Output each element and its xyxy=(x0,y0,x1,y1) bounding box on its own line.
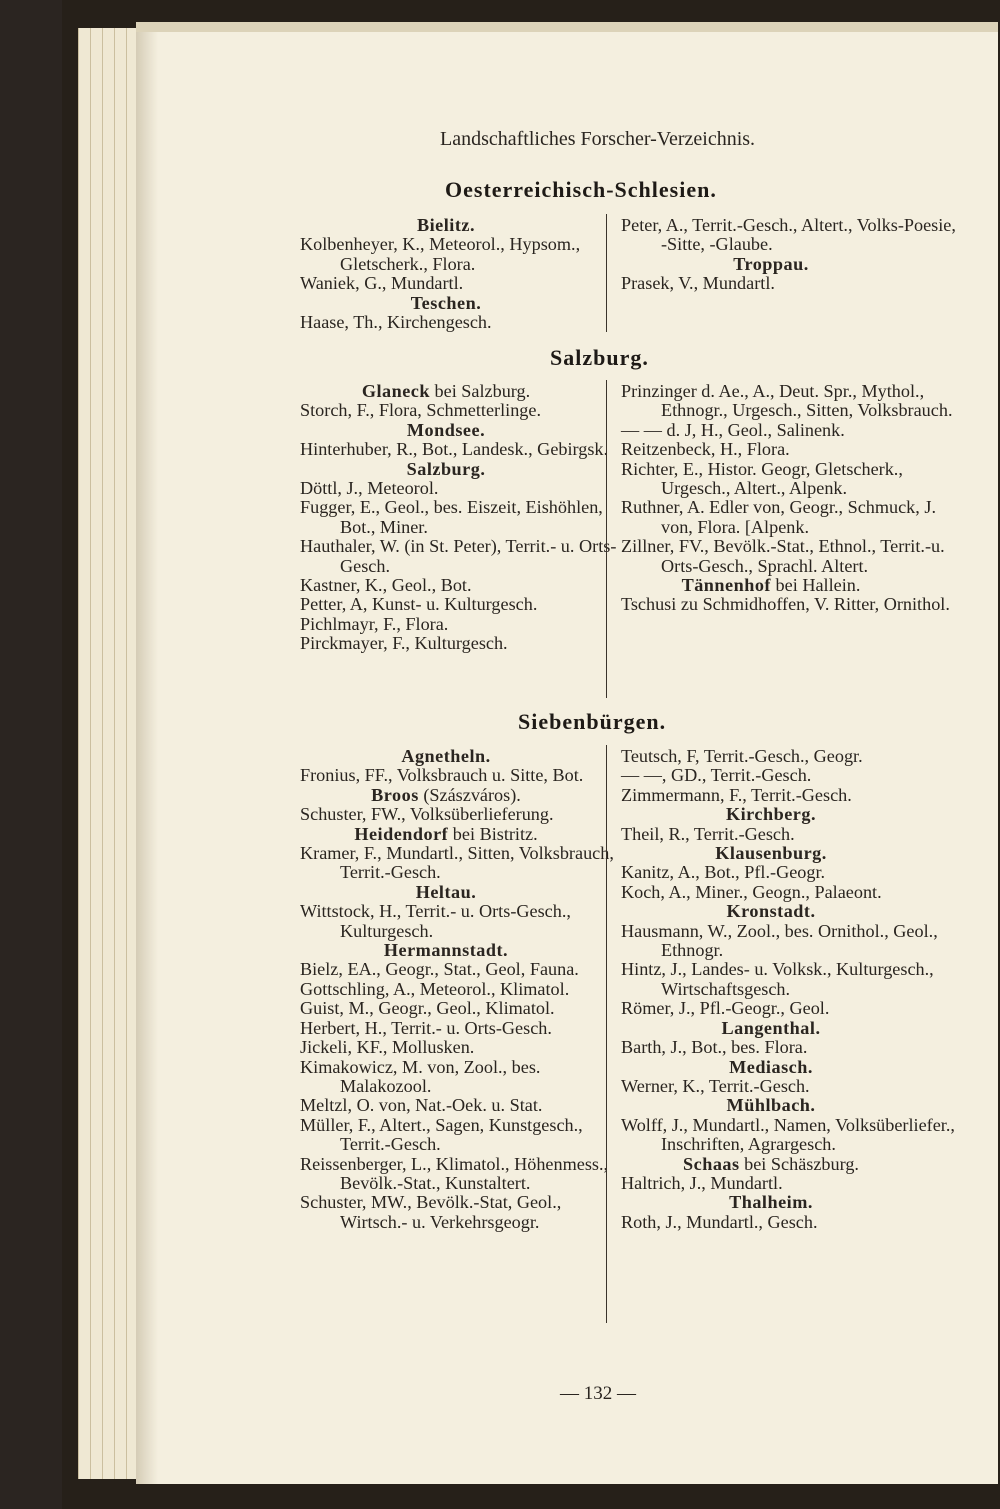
running-head: Landschaftliches Forscher-Verzeichnis. xyxy=(440,128,756,150)
researcher-entry: Reitzenbeck, H., Flora. xyxy=(621,439,790,460)
place-name: Agnetheln. xyxy=(401,746,491,766)
researcher-entry: Reissenberger, L., Klimatol., Höhenmess., Bevölk.-Stat., Kunstaltert. xyxy=(300,1153,609,1193)
right-column xyxy=(621,215,956,294)
left-column xyxy=(300,216,592,332)
place-name: Kronstadt. xyxy=(726,901,816,922)
place-name: Langenthal. xyxy=(721,1017,821,1038)
researcher-entry: Meltzl, O. von, Nat.-Oek. u. Stat. xyxy=(300,1095,543,1116)
column-divider xyxy=(606,380,607,698)
researcher-entry: Richter, E., Histor. Geogr, Gletscherk., Urgesch., Altert., Alpenk. xyxy=(621,458,903,499)
place-heading xyxy=(621,576,921,595)
researcher-entry: Prinzinger d. Ae., A., Deut. Spr., Mythol., Ethnogr., Urgesch., Sitten, Volksbrauch. xyxy=(621,381,953,421)
place-name: Thalheim. xyxy=(729,1192,813,1213)
researcher-entry: Pirckmayer, F., Kulturgesch. xyxy=(300,633,508,654)
place-qualifier: bei Schäszburg. xyxy=(739,1153,859,1174)
place-name: Troppau. xyxy=(733,253,809,274)
place-name: Kirchberg. xyxy=(725,804,817,825)
place-name: Heltau. xyxy=(415,881,477,902)
place-name: Hermannstadt. xyxy=(383,940,509,961)
place-heading xyxy=(621,1096,921,1115)
place-name: Broos xyxy=(371,784,419,805)
researcher-entry: Römer, J., Pfl.-Geogr., Geol. xyxy=(621,998,830,1019)
researcher-entry: Schuster, FW., Volksüberlieferung. xyxy=(300,804,554,825)
place-name: Tännenhof xyxy=(681,575,771,596)
researcher-entry: Döttl, J., Meteorol. xyxy=(300,478,439,499)
researcher-entry: Kramer, F., Mundartl., Sitten, Volksbrauch, Territ.-Gesch. xyxy=(300,843,614,883)
researcher-entry: Hauthaler, W. (in St. Peter), Territ.- u. Orts-Gesch. xyxy=(300,536,617,576)
place-heading xyxy=(621,255,921,274)
section-title: Salzburg. xyxy=(550,345,649,370)
researcher-entry: Barth, J., Bot., bes. Flora. xyxy=(621,1037,808,1058)
place-name: Heidendorf xyxy=(354,823,449,844)
place-heading xyxy=(300,382,592,401)
place-heading xyxy=(621,1193,921,1212)
researcher-entry: Kastner, K., Geol., Bot. xyxy=(300,575,472,596)
left-column xyxy=(300,746,614,1232)
researcher-entry: Gottschling, A., Meteorol., Klimatol. xyxy=(300,978,570,999)
researcher-entry: Bielz, EA., Geogr., Stat., Geol, Fauna. xyxy=(300,959,579,980)
column-divider xyxy=(606,745,607,1323)
place-name: Mondsee. xyxy=(406,419,486,440)
place-heading xyxy=(300,747,592,766)
researcher-entry: Fronius, FF., Volksbrauch u. Sitte, Bot. xyxy=(300,765,584,786)
place-name: Salzburg. xyxy=(406,458,486,479)
researcher-entry: — —, GD., Territ.-Gesch. xyxy=(621,765,812,786)
researcher-entry: Kanitz, A., Bot., Pfl.-Geogr. xyxy=(621,862,826,883)
place-heading xyxy=(300,421,592,440)
researcher-entry: Herbert, H., Territ.- u. Orts-Gesch. xyxy=(300,1017,552,1038)
researcher-entry: Werner, K., Territ.-Gesch. xyxy=(621,1075,810,1096)
researcher-entry: Jickeli, KF., Mollusken. xyxy=(300,1037,475,1058)
place-heading xyxy=(621,844,921,863)
researcher-entry: Guist, M., Geogr., Geol., Klimatol. xyxy=(300,998,555,1019)
researcher-entry: Prasek, V., Mundartl. xyxy=(621,273,775,294)
researcher-entry: Theil, R., Territ.-Gesch. xyxy=(621,823,795,844)
researcher-entry: Ruthner, A. Edler von, Geogr., Schmuck, J. von, Flora. [Alpenk. xyxy=(621,497,936,537)
section-title: Oesterreichisch-Schlesien. xyxy=(445,177,717,202)
researcher-entry: Hinterhuber, R., Bot., Landesk., Gebirgsk. xyxy=(300,439,609,460)
researcher-entry: Koch, A., Miner., Geogn., Palaeont. xyxy=(621,881,882,902)
researcher-entry: Haase, Th., Kirchengesch. xyxy=(300,312,492,333)
place-heading xyxy=(621,805,921,824)
researcher-entry: Peter, A., Territ.-Gesch., Altert., Volks-Poesie, -Sitte, -Glaube. xyxy=(621,215,956,255)
researcher-entry: Zimmermann, F., Territ.-Gesch. xyxy=(621,784,852,805)
place-heading xyxy=(300,460,592,479)
left-column xyxy=(300,381,617,654)
place-qualifier: bei Bistritz. xyxy=(448,823,538,844)
place-name: Teschen. xyxy=(410,292,482,313)
place-name: Mediasch. xyxy=(729,1056,813,1077)
column-divider xyxy=(606,214,607,332)
researcher-entry: Fugger, E., Geol., bes. Eiszeit, Eishöhlen, Bot., Miner. xyxy=(300,497,603,537)
researcher-entry: Wittstock, H., Territ.- u. Orts-Gesch., Kulturgesch. xyxy=(300,901,571,941)
page-number: — 132 — xyxy=(560,1383,636,1404)
researcher-entry: Haltrich, J., Mundartl. xyxy=(621,1172,783,1193)
place-name: Glaneck xyxy=(361,381,430,401)
researcher-entry: Kimakowicz, M. von, Zool., bes. Malakozool. xyxy=(300,1056,541,1096)
place-heading xyxy=(300,883,592,902)
place-name: Mühlbach. xyxy=(726,1095,816,1116)
place-heading xyxy=(621,1058,921,1077)
right-column xyxy=(621,381,953,615)
place-heading xyxy=(300,216,592,235)
researcher-entry: — — d. J, H., Geol., Salinenk. xyxy=(621,419,845,440)
researcher-entry: Müller, F., Altert., Sagen, Kunstgesch., Territ.-Gesch. xyxy=(300,1114,583,1155)
place-heading xyxy=(300,941,592,960)
researcher-entry: Roth, J., Mundartl., Gesch. xyxy=(621,1211,818,1232)
researcher-entry: Tschusi zu Schmidhoffen, V. Ritter, Ornithol. xyxy=(621,594,950,615)
researcher-entry: Hausmann, W., Zool., bes. Ornithol., Geol., Ethnogr. xyxy=(621,920,938,961)
place-heading xyxy=(621,902,921,921)
page-gutter-shadow xyxy=(136,32,158,1484)
place-heading xyxy=(621,1019,921,1038)
place-name: Schaas xyxy=(683,1153,740,1174)
place-heading xyxy=(300,825,592,844)
place-qualifier: bei Salzburg. xyxy=(429,381,531,401)
place-qualifier: (Szászváros). xyxy=(418,784,521,805)
place-name: Klausenburg. xyxy=(715,843,827,864)
researcher-entry: Petter, A, Kunst- u. Kulturgesch. xyxy=(300,594,538,615)
place-heading xyxy=(300,786,592,805)
researcher-entry: Teutsch, F, Territ.-Gesch., Geogr. xyxy=(621,746,863,766)
researcher-entry: Kolbenheyer, K., Meteorol., Hypsom., Gletscherk., Flora. xyxy=(300,234,581,274)
researcher-entry: Schuster, MW., Bevölk.-Stat, Geol., Wirtsch.- u. Verkehrsgeogr. xyxy=(300,1192,562,1232)
place-heading xyxy=(300,294,592,313)
place-heading xyxy=(621,1155,921,1174)
researcher-entry: Storch, F., Flora, Schmetterlinge. xyxy=(300,400,542,421)
section-title: Siebenbürgen. xyxy=(518,709,667,734)
page-top-edge xyxy=(136,22,998,32)
researcher-entry: Hintz, J., Landes- u. Volksk., Kulturgesch., Wirtschaftsgesch. xyxy=(621,959,934,999)
researcher-entry: Pichlmayr, F., Flora. xyxy=(300,613,449,634)
researcher-entry: Wolff, J., Mundartl., Namen, Volksüberliefer., Inschriften, Agrargesch. xyxy=(621,1114,955,1155)
researcher-entry: Waniek, G., Mundartl. xyxy=(300,273,464,294)
researcher-entry: Zillner, FV., Bevölk.-Stat., Ethnol., Territ.-u. Orts-Gesch., Sprachl. Altert. xyxy=(621,536,945,576)
place-name: Bielitz. xyxy=(416,215,476,235)
right-column xyxy=(621,746,955,1232)
place-qualifier: bei Hallein. xyxy=(771,575,861,596)
